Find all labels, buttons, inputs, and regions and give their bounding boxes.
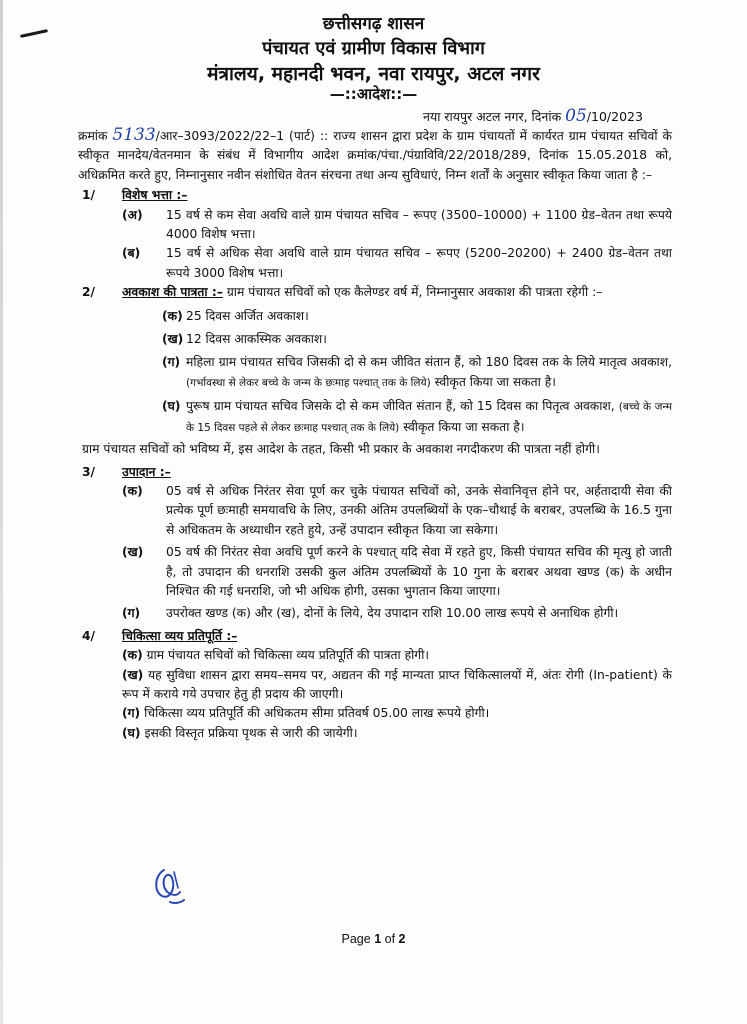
dateline-prefix: नया रायपुर अटल नगर, दिनांक: [423, 109, 562, 124]
header-address: मंत्रालय, महानदी भवन, नवा रायपुर, अटल नगर: [207, 63, 540, 85]
section-3-heading: [82, 463, 672, 482]
item-text: चिकित्सा व्यय प्रतिपूर्ति की अधिकतम सीमा प्रतिवर्ष 05.00 लाख रूपये होगी।: [144, 706, 490, 721]
order-intro: [78, 126, 672, 185]
kramank-ref: /आर–3093/2022/22–1 (पार्ट) ::: [155, 129, 329, 143]
item-text-end: स्वीकृत किया जा सकता है।: [403, 419, 525, 434]
section-4-item-ga: [122, 704, 672, 723]
item-marker: (ख): [122, 545, 144, 560]
section-title: उपादान :–: [122, 464, 171, 479]
section-number: 1/: [82, 188, 96, 203]
section-4-item-ka: [122, 646, 672, 665]
item-text: 05 वर्ष से अधिक निरंतर सेवा पूर्ण कर चुके पंचायत सचिवों को, उनके सेवानिवृत्त होने पर, अर्हतादायी सेवा की प्रत्येक पूर्ण छःमाही समयावधि के लिए, उनकी अंतिम उपलब्धियों के एक–चौथाई के बराबर, उपलब्धि के 16.5 गुना से अधिकतम के अध्याधीन रहते हुये, उन्हें उपादान स्वीकृत किया जा सकेगा।: [166, 483, 672, 537]
item-text-wrap: [186, 397, 672, 438]
item-note: (बच्चे के जन्म के 15 दिवस पहले से लेकर छःमाह पश्चात् तक के लिये): [186, 401, 672, 434]
page-number: [0, 932, 747, 946]
section-title: विशेष भत्ता :–: [122, 188, 188, 203]
item-marker: (ब): [122, 246, 141, 261]
item-text: इसकी विस्तृत प्रक्रिया पृथक से जारी की जायेगी।: [144, 725, 358, 740]
section-2-item-kha: [162, 330, 672, 349]
section-2-closing: ग्राम पंचायत सचिवों को भविष्य में, इस आदेश के तहत, किसी भी प्रकार के अवकाश नगदीकरण की पात्रता नहीं होगी।: [82, 442, 600, 457]
item-text: यह सुविधा शासन द्वारा समय–समय पर, अद्यतन की गई मान्यता प्राप्त चिकित्सालयों में, अंतः रोगी (In-patient) के रूप में कराये गये उपचार हेतु ही प्रदाय की जाएगी।: [122, 667, 672, 701]
item-marker: (क): [122, 483, 143, 498]
section-number: 3/: [82, 464, 96, 479]
section-4-heading: [82, 627, 672, 646]
section-2-heading: [82, 283, 672, 302]
section-3-item-kha: [82, 543, 672, 601]
section-3-item-ka: [82, 482, 672, 540]
page-of: of: [384, 932, 396, 946]
item-marker: (ग): [122, 606, 141, 621]
item-text-wrap: [186, 353, 672, 393]
item-marker: (ख): [162, 332, 184, 347]
item-text: 15 वर्ष से कम सेवा अवधि वाले ग्राम पंचायत सचिव – रूपए (3500–10000) + 1100 ग्रेड–वेतन तथा रूपये 4000 विशेष भत्ता।: [166, 207, 672, 242]
header-department: पंचायत एवं ग्रामीण विकास विभाग: [262, 38, 485, 59]
item-text: 12 दिवस आकस्मिक अवकाश।: [186, 332, 327, 347]
kramank-label: क्रमांक: [78, 129, 108, 143]
order-body: [78, 125, 672, 743]
section-title: अवकाश की पात्रता :–: [122, 285, 223, 300]
intro-text: राज्य शासन द्वारा प्रदेश के ग्राम पंचायतों में कार्यरत ग्राम पंचायत सचिवों के स्वीकृत मानदेय/वेतनमान के संबंध में विभागीय आदेश क्रमांक/पंचा./पंग्राविवि/22/2018/289, दिनांक 15.05.2018 को, अधिक्रमित करते हुए, निम्नानुसार नवीन संशोधित वेतन संरचना तथा अन्य सुविधाएं, निम्न शर्तों के अनुसार स्वीकृत किया जाता है :–: [78, 129, 672, 182]
header-order-title: —::आदेश::—: [329, 85, 418, 103]
section-3-item-ga: [82, 604, 672, 623]
section-1-heading: [82, 186, 672, 205]
dateline-suffix: /10/2023: [586, 109, 643, 124]
item-text: ग्राम पंचायत सचिवों को चिकित्सा व्यय प्रतिपूर्ति की पात्रता होगी।: [146, 648, 430, 663]
item-text: 05 वर्ष की निरंतर सेवा अवधि पूर्ण करने के पश्चात् यदि सेवा में रहते हुए, किसी पंचायत सचिव की मृत्यु हो जाती है, तो उपादान की धनराशि उसकी कुल अंतिम उपलब्धियों के 10 गुना के बराबर अथवा खण्ड (क) के अधीन निश्चित की गई धनराशि, जो भी अधिक होगी, उसका भुगतान किया जाएगा।: [166, 545, 672, 598]
date-day-handwritten: 05: [565, 106, 587, 126]
item-text: पुरूष ग्राम पंचायत सचिव जिसके दो से कम जीवित संतान हैं, को 15 दिवस का पितृत्व अवकाश,: [186, 399, 615, 414]
section-2-item-ga: [162, 353, 672, 393]
page-word: Page: [341, 932, 371, 946]
item-marker: (क): [122, 648, 143, 663]
item-marker: (ग): [162, 355, 181, 370]
item-note: (गर्भावस्था से लेकर बच्चे के जन्म के छःमाह पश्चात् तक के लिये): [186, 376, 431, 389]
item-marker: (ग): [122, 706, 141, 721]
section-title: चिकित्सा व्यय प्रतिपूर्ति :–: [122, 628, 238, 643]
item-marker: (ख): [122, 667, 144, 682]
section-4-item-kha: [122, 666, 672, 705]
signature-icon: [150, 862, 190, 910]
dateline: [423, 106, 643, 126]
item-marker: (घ): [162, 399, 181, 414]
item-marker: (अ): [122, 207, 143, 222]
item-marker: (क): [162, 308, 183, 323]
section-1-item-a: [82, 206, 672, 245]
section-intro: ग्राम पंचायत सचिवों को एक कैलेण्डर वर्ष में, निम्नानुसार अवकाश की पात्रता रहेगी :–: [226, 285, 603, 300]
page-current: 1: [374, 932, 382, 946]
item-text: उपरोक्त खण्ड (क) और (ख), दोनों के लिये, देय उपादान राशि 10.00 लाख रूपये से अनाधिक होगी।: [166, 606, 619, 621]
section-number: 4/: [82, 628, 96, 643]
section-number: 2/: [82, 285, 96, 300]
section-2-item-ka: [162, 307, 672, 326]
item-text: महिला ग्राम पंचायत सचिव जिसकी दो से कम जीवित संतान हैं, को 180 दिवस तक के लिये मातृत्व अवकाश,: [186, 355, 672, 370]
section-1-item-b: [82, 244, 672, 283]
scan-edge: [0, 0, 3, 1024]
page-total: 2: [398, 932, 406, 946]
item-text-end: स्वीकृत किया जा सकता है।: [434, 374, 556, 389]
kramank-number-handwritten: 5133: [112, 125, 156, 145]
item-text: 15 वर्ष से अधिक सेवा अवधि वाले ग्राम पंचायत सचिव – रूपए (5200–20200) + 2400 ग्रेड–वेतन तथा रूपये 3000 विशेष भत्ता।: [166, 246, 672, 280]
section-4-item-gha: [122, 724, 672, 743]
section-2-item-gha: [162, 397, 672, 438]
item-text: 25 दिवस अर्जित अवकाश।: [186, 308, 309, 323]
item-marker: (घ): [122, 725, 141, 740]
header-government: छत्तीसगढ़ शासन: [322, 14, 425, 34]
